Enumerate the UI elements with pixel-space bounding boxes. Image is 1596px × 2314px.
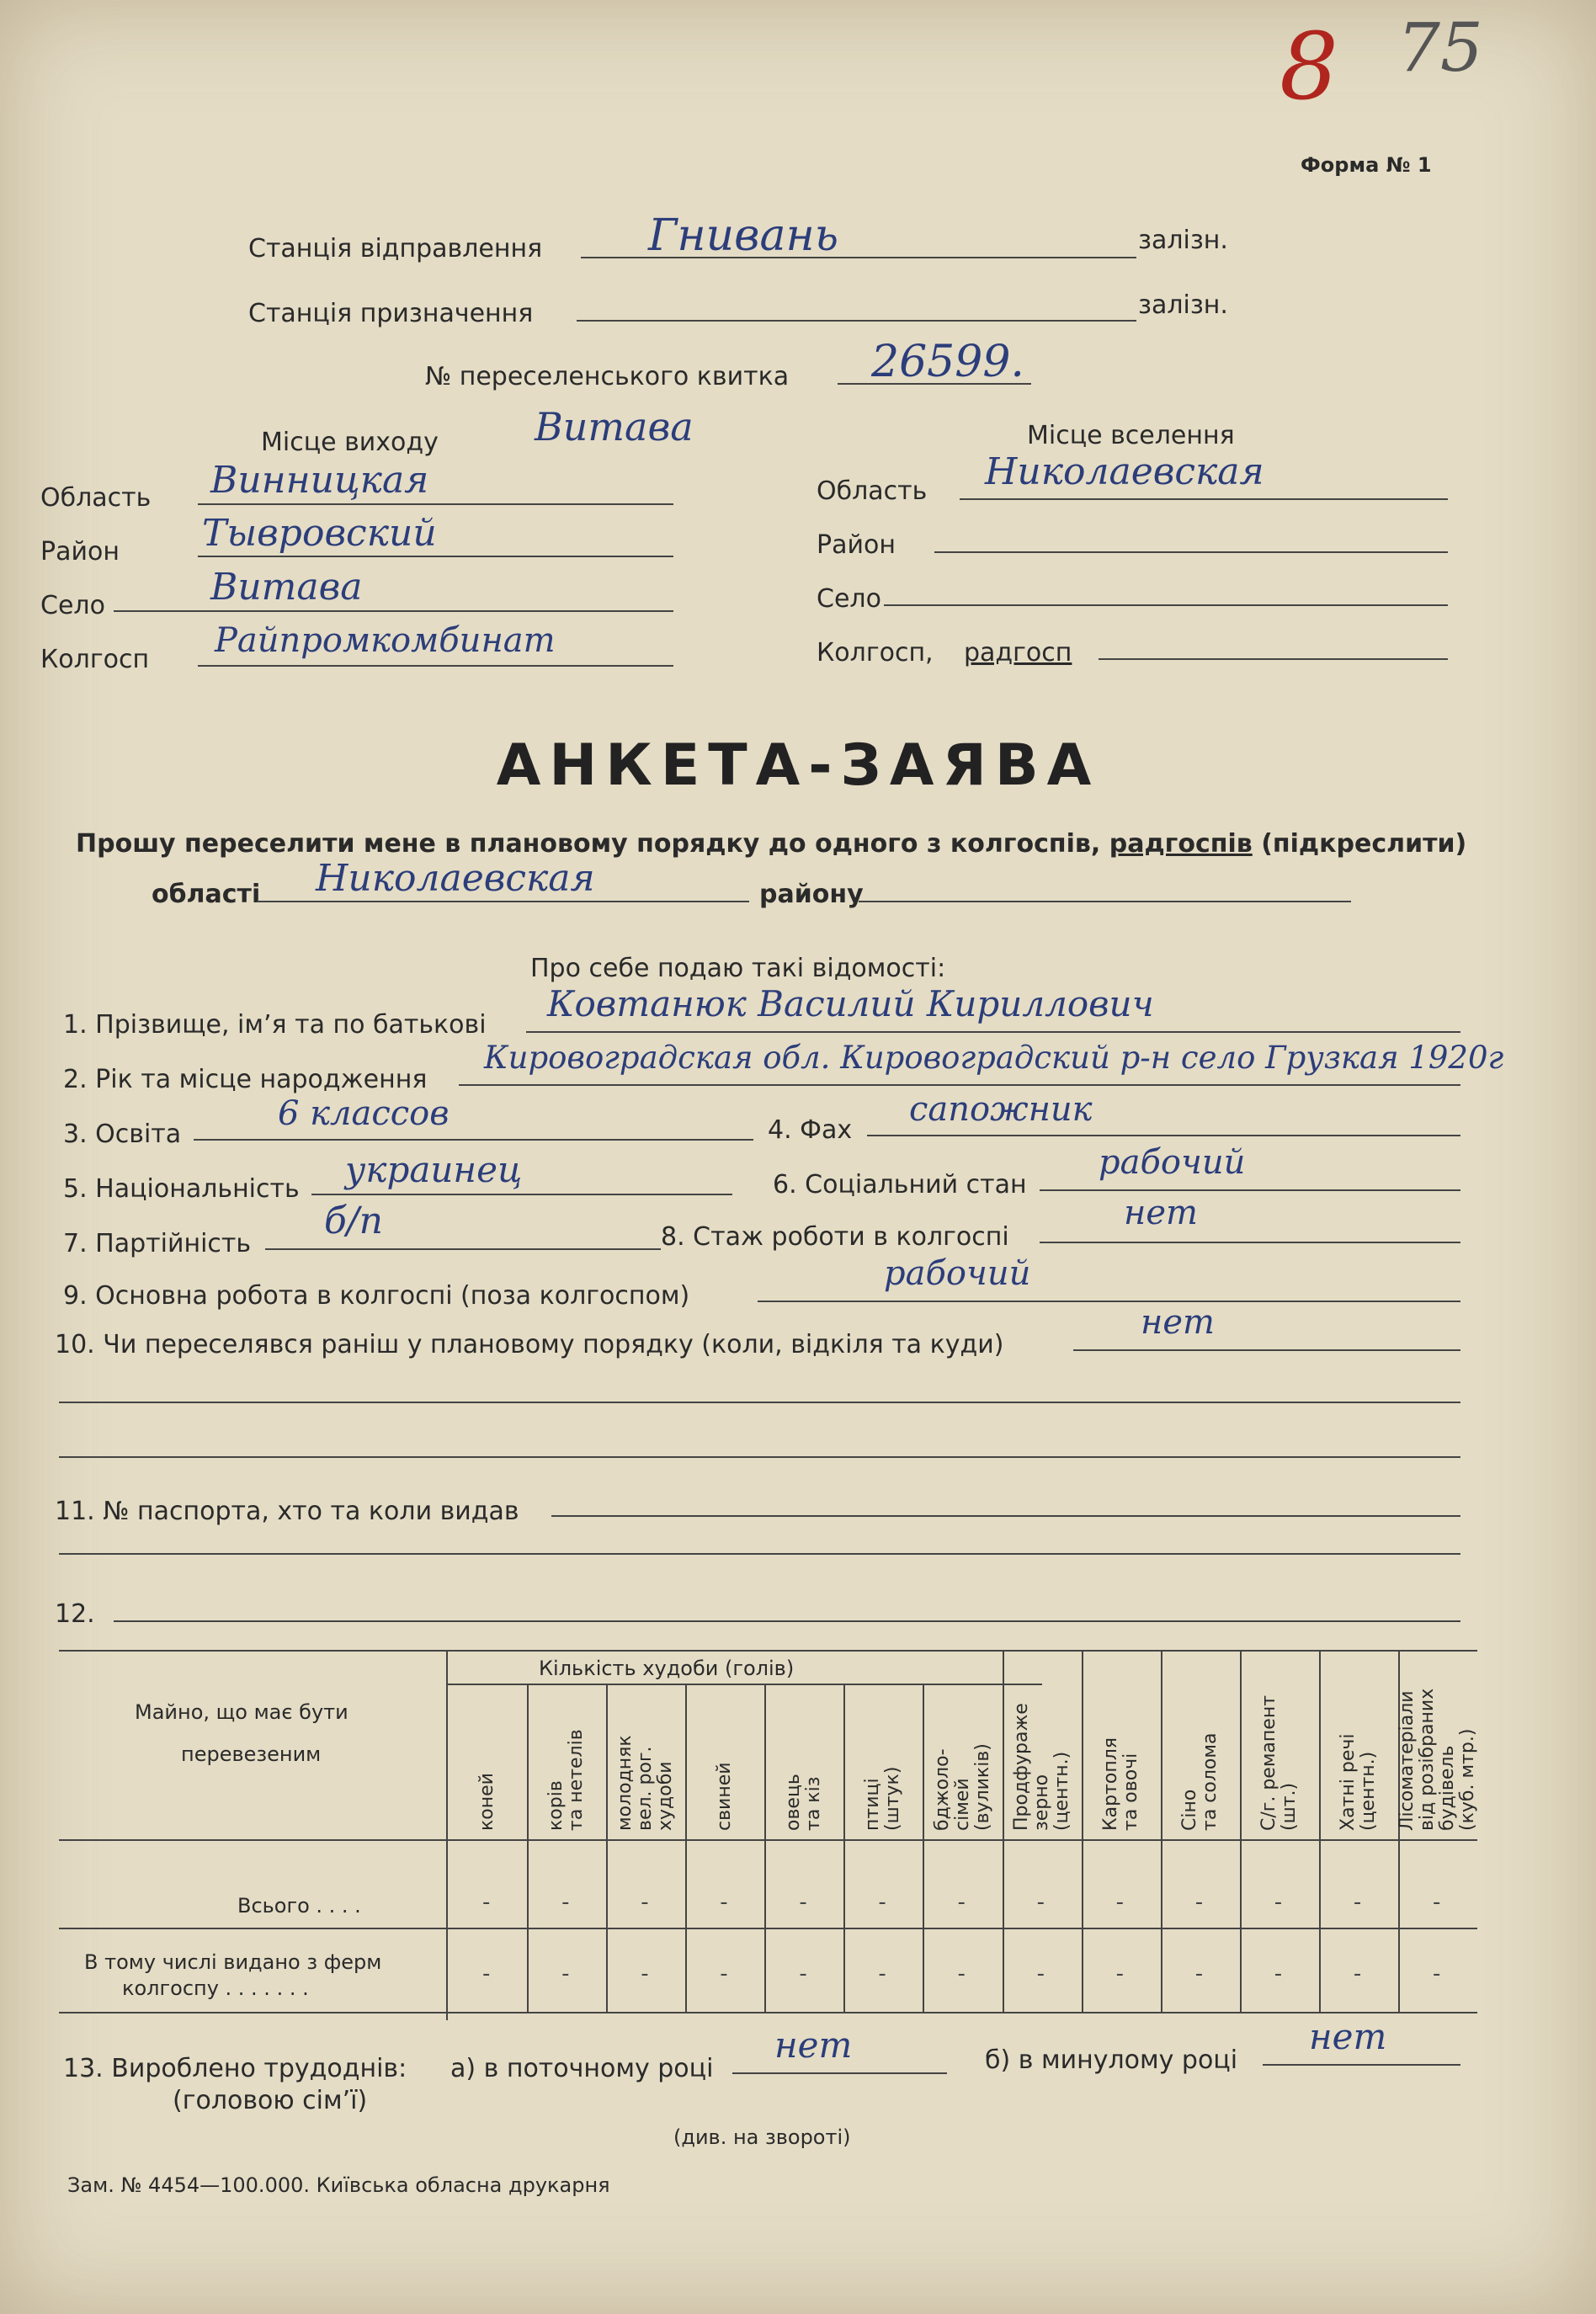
reverse-note: (див. на звороті) [673, 2125, 851, 2149]
destination-oblast-label: Область [817, 476, 928, 506]
field-6-line [1040, 1189, 1460, 1191]
field-6-label: 6. Соціальний стан [773, 1170, 1027, 1200]
origin-selo-line [114, 610, 673, 612]
table-cell-dash: - [1274, 1890, 1283, 1915]
field-11-extra-line [59, 1553, 1460, 1555]
request-raion-line [859, 901, 1351, 902]
row-total-label: Всього . . . . [237, 1894, 361, 1918]
table-column-header: молодняк вел. рог. худоби [614, 1735, 677, 1831]
row-farms-label: В тому числі видано з ферм [84, 1950, 382, 1974]
table-row-total-bottom [59, 1928, 1477, 1929]
property-label: Майно, що має бути [135, 1700, 348, 1724]
destination-oblast-line [960, 498, 1448, 500]
workdays-a-label: а) в поточному році [450, 2054, 714, 2083]
origin-kolhosp-value: Райпромкомбинат [215, 621, 556, 660]
table-column-header: С/г. ремапент (шт.) [1258, 1694, 1300, 1831]
origin-oblast-label: Область [40, 483, 152, 513]
field-9-value: рабочий [884, 1254, 1031, 1293]
table-cell-dash: - [1353, 1890, 1362, 1915]
table-cell-dash: - [799, 1890, 807, 1915]
destination-oblast-value: Николаевская [985, 450, 1264, 493]
field-4-line [867, 1135, 1460, 1136]
origin-kolhosp-label: Колгосп [40, 645, 150, 674]
table-cell-dash: - [482, 1890, 491, 1915]
field-5-label: 5. Національність [63, 1174, 300, 1204]
field-7-line [265, 1248, 661, 1250]
origin-raion-value: Тывровский [202, 512, 437, 555]
workdays-b-label: б) в минулому році [985, 2045, 1238, 2075]
table-cell-dash: - [1115, 1890, 1125, 1915]
table-column-divider [1240, 1650, 1242, 2012]
request-radhosp: радгоспів [1109, 829, 1253, 859]
table-cell-dash: - [1353, 1961, 1362, 1987]
table-column-divider [685, 1684, 687, 2012]
table-cell-dash: - [878, 1961, 886, 1987]
table-cell-dash: - [957, 1890, 966, 1915]
table-cell-dash: - [561, 1961, 570, 1987]
table-column-divider [843, 1684, 845, 2012]
field-8-label: 8. Стаж роботи в колгоспі [661, 1222, 1009, 1252]
workdays-a-value: нет [774, 2024, 853, 2066]
destination-selo-line [884, 604, 1448, 606]
field-10-extra-line-2 [59, 1456, 1460, 1458]
intro-text: Про себе подаю такі відомості: [530, 954, 946, 983]
table-divider-main [446, 1650, 448, 2020]
workdays-label-2: (головою сім’ї) [173, 2086, 368, 2115]
table-column-header: Картопля та овочі [1099, 1737, 1141, 1831]
table-cell-dash: - [1194, 1961, 1204, 1987]
origin-selo-label: Село [40, 591, 105, 620]
table-cell-dash: - [1432, 1961, 1441, 1987]
table-column-divider [1003, 1650, 1004, 2012]
field-3-value: 6 классов [278, 1094, 450, 1133]
field-10-line [1073, 1349, 1460, 1351]
field-4-label: 4. Фах [768, 1115, 853, 1145]
field-11-label: 11. № паспорта, хто та коли видав [55, 1497, 519, 1526]
destination-raion-line [934, 551, 1448, 553]
field-9-label: 9. Основна робота в колгоспі (поза колгоспом) [63, 1281, 690, 1311]
table-cell-dash: - [482, 1961, 491, 1987]
field-6-value: рабочий [1099, 1143, 1246, 1182]
table-column-header: овець та кіз [783, 1774, 825, 1831]
field-2-value: Кировоградская обл. Кировоградский р-н село Грузкая 1920г [484, 1040, 1504, 1076]
field-4-value: сапожник [909, 1090, 1093, 1129]
table-column-divider [527, 1684, 529, 2012]
field-7-label: 7. Партійність [63, 1229, 252, 1258]
request-oblast-value: Николаевская [316, 857, 595, 900]
field-10-value: нет [1141, 1303, 1215, 1342]
departure-station-value: Гнивань [648, 210, 839, 261]
table-column-header: бджоло- сімей (вуликів) [931, 1743, 993, 1831]
table-column-header: Лісоматеріали від розібраних будівель (куб. мтр.) [1396, 1688, 1478, 1831]
origin-heading: Місце виходу [261, 428, 439, 457]
table-cell-dash: - [878, 1890, 886, 1915]
ticket-label: № переселенського квитка [425, 362, 790, 391]
table-bottom-border [59, 2012, 1477, 2013]
origin-oblast-line [198, 503, 673, 505]
origin-raion-label: Район [40, 537, 120, 567]
table-column-header: Продфураже зерно (центн.) [1010, 1703, 1072, 1831]
destination-kolhosp-line [1099, 658, 1448, 660]
field-2-label: 2. Рік та місце народження [63, 1065, 428, 1094]
destination-radhosp-label: радгосп [964, 638, 1072, 668]
field-12-label: 12. [55, 1599, 95, 1629]
table-cell-dash: - [1115, 1961, 1125, 1987]
ticket-value: 26599. [871, 337, 1024, 387]
form-number: Форма № 1 [1301, 153, 1432, 177]
table-header-bottom [59, 1839, 1477, 1841]
table-column-header: Сіно та солома [1178, 1732, 1221, 1831]
field-3-line [194, 1139, 753, 1141]
workdays-b-line [1263, 2064, 1460, 2066]
field-12-line [114, 1620, 1460, 1622]
workdays-b-value: нет [1309, 2016, 1387, 2057]
request-underline-note: (підкреслити) [1261, 829, 1467, 859]
table-column-header: корів та нетелів [545, 1729, 588, 1831]
table-cell-dash: - [1036, 1961, 1045, 1987]
property-table [59, 1650, 1477, 2020]
field-11-line [551, 1515, 1460, 1517]
table-cell-dash: - [641, 1890, 649, 1915]
departure-station-label: Станція відправлення [248, 234, 543, 263]
livestock-header-line [448, 1684, 1042, 1685]
table-column-divider [764, 1684, 766, 2012]
table-cell-dash: - [720, 1961, 728, 1987]
railway-suffix-2: залізн. [1138, 290, 1228, 320]
pencil-archive-number: 75 [1397, 8, 1483, 87]
request-oblast-line [257, 901, 749, 902]
field-8-line [1040, 1242, 1460, 1243]
field-5-line [311, 1194, 732, 1195]
table-cell-dash: - [799, 1961, 807, 1987]
workdays-a-line [732, 2072, 947, 2074]
table-cell-dash: - [561, 1890, 570, 1915]
table-top-border [59, 1650, 1477, 1652]
destination-raion-label: Район [817, 530, 896, 560]
origin-raion-line [198, 556, 673, 557]
field-8-value: нет [1124, 1194, 1198, 1232]
field-1-value: Ковтанюк Василий Кириллович [547, 983, 1154, 1024]
request-raion-label: району [759, 880, 864, 909]
table-cell-dash: - [1194, 1890, 1204, 1915]
field-3-label: 3. Освіта [63, 1120, 182, 1149]
field-7-value: б/п [324, 1200, 384, 1242]
property-label-2: перевезеним [181, 1742, 322, 1766]
table-column-divider [606, 1684, 608, 2012]
origin-heading-value: Витава [535, 404, 694, 450]
origin-kolhosp-line [198, 665, 673, 667]
request-line [76, 829, 1466, 859]
railway-suffix-1: залізн. [1138, 226, 1228, 255]
form-title: АНКЕТА-ЗАЯВА [496, 732, 1100, 799]
table-cell-dash: - [641, 1961, 649, 1987]
field-2-line [459, 1084, 1460, 1086]
table-column-header: коней [476, 1773, 498, 1831]
field-10-label: 10. Чи переселявся раніш у плановому порядку (коли, відкіля та куди) [55, 1330, 1004, 1359]
table-column-header: Хатні речі (центн.) [1337, 1733, 1379, 1831]
request-oblast-label: області [152, 880, 261, 909]
table-column-divider [1319, 1650, 1321, 2012]
field-1-line [526, 1031, 1460, 1033]
field-1-label: 1. Прізвище, ім’я та по батькові [63, 1010, 487, 1040]
origin-selo-value: Витава [210, 566, 363, 609]
origin-oblast-value: Винницкая [210, 459, 429, 502]
destination-selo-label: Село [817, 584, 881, 614]
table-column-divider [923, 1684, 924, 2012]
table-cell-dash: - [1432, 1890, 1441, 1915]
table-cell-dash: - [1036, 1890, 1045, 1915]
destination-kolhosp-label: Колгосп, [817, 638, 934, 668]
table-cell-dash: - [957, 1961, 966, 1987]
row-farms-label-2: колгоспу . . . . . . . [122, 1976, 309, 2000]
table-cell-dash: - [1274, 1961, 1283, 1987]
workdays-label: 13. Вироблено трудоднів: [63, 2054, 407, 2083]
field-5-value: украинец [345, 1149, 523, 1190]
field-9-line [758, 1301, 1460, 1302]
table-column-header: птиці (штук) [862, 1766, 904, 1831]
destination-heading: Місце вселення [1027, 421, 1235, 450]
field-10-extra-line-1 [59, 1402, 1460, 1403]
red-archive-number: 8 [1279, 13, 1338, 120]
destination-station-line [577, 320, 1136, 322]
printer-imprint: Зам. № 4454—100.000. Київська обласна друкарня [67, 2173, 610, 2197]
livestock-header: Кількість худоби (голів) [539, 1657, 795, 1680]
table-column-divider [1082, 1650, 1083, 2012]
destination-station-label: Станція призначення [248, 299, 534, 328]
table-column-header: свиней [714, 1762, 736, 1831]
table-cell-dash: - [720, 1890, 728, 1915]
table-column-divider [1161, 1650, 1162, 2012]
request-text: Прошу переселити мене в плановому порядку до одного з колгоспів, [76, 829, 1101, 859]
